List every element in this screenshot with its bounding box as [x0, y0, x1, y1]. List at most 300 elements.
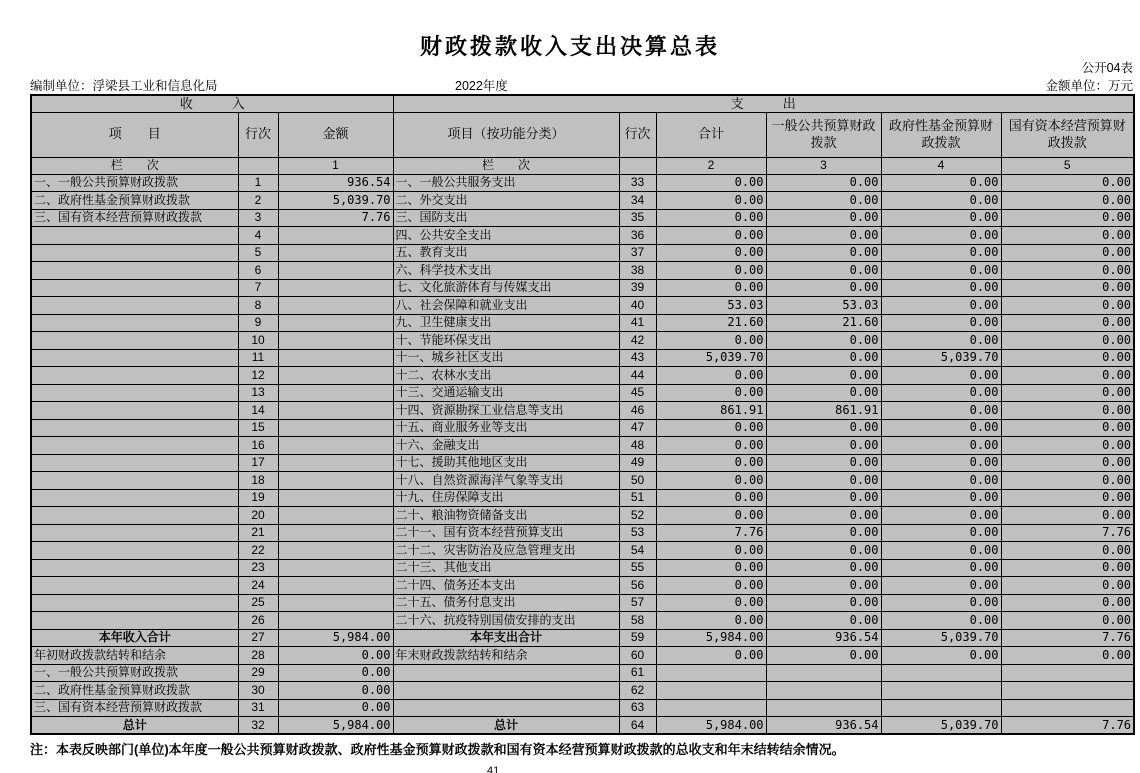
income-amount-cell: 5,984.00 — [278, 629, 393, 647]
expense-gov-fund-cell: 0.00 — [881, 559, 1001, 577]
table-row — [31, 332, 1134, 350]
table-row — [31, 664, 1134, 682]
table-row — [31, 262, 1134, 280]
column-number-1: 1 — [278, 157, 393, 174]
expense-total-cell: 7.76 — [656, 524, 766, 542]
income-item-cell — [31, 279, 238, 297]
income-section-header: 收 入 — [31, 95, 393, 112]
expense-state-capital-cell: 0.00 — [1001, 419, 1134, 437]
table-row — [31, 419, 1134, 437]
expense-line-cell: 52 — [619, 507, 656, 525]
income-item-cell — [31, 349, 238, 367]
income-item-cell — [31, 612, 238, 630]
expense-total-cell: 0.00 — [656, 192, 766, 210]
expense-general-budget-cell: 0.00 — [766, 227, 881, 245]
income-line-cell: 14 — [238, 402, 278, 420]
income-amount-cell — [278, 472, 393, 490]
column-header-row — [31, 112, 1134, 157]
income-line-cell: 11 — [238, 349, 278, 367]
expense-item-cell: 十四、资源勘探工业信息等支出 — [393, 402, 619, 420]
expense-gov-fund-cell — [881, 699, 1001, 717]
expense-state-capital-cell: 0.00 — [1001, 472, 1134, 490]
expense-line-cell: 58 — [619, 612, 656, 630]
expense-state-capital-cell — [1001, 682, 1134, 700]
expense-general-budget-cell: 0.00 — [766, 419, 881, 437]
table-code-label: 公开04表 — [1081, 61, 1133, 75]
expense-item-cell: 十九、住房保障支出 — [393, 489, 619, 507]
income-amount-cell: 0.00 — [278, 647, 393, 665]
expense-total-cell: 0.00 — [656, 647, 766, 665]
expense-general-budget-cell: 0.00 — [766, 367, 881, 385]
expense-item-cell: 五、教育支出 — [393, 244, 619, 262]
expense-state-capital-cell: 0.00 — [1001, 174, 1134, 192]
income-amount-cell: 0.00 — [278, 699, 393, 717]
expense-general-budget-cell: 21.60 — [766, 314, 881, 332]
income-line-cell: 31 — [238, 699, 278, 717]
expense-item-cell: 十五、商业服务业等支出 — [393, 419, 619, 437]
expense-item-cell: 二、外交支出 — [393, 192, 619, 210]
income-item-cell — [31, 594, 238, 612]
expense-general-budget-cell: 0.00 — [766, 384, 881, 402]
expense-line-cell: 45 — [619, 384, 656, 402]
expense-state-capital-cell: 0.00 — [1001, 542, 1134, 560]
expense-gov-fund-cell: 0.00 — [881, 454, 1001, 472]
expense-general-budget-cell: 0.00 — [766, 174, 881, 192]
table-row — [31, 384, 1134, 402]
income-item-cell — [31, 577, 238, 595]
income-item-cell: 一、一般公共预算财政拨款 — [31, 664, 238, 682]
column-number-4: 4 — [881, 157, 1001, 174]
expense-item-cell: 二十一、国有资本经营预算支出 — [393, 524, 619, 542]
expense-line-cell: 39 — [619, 279, 656, 297]
table-row — [31, 489, 1134, 507]
expense-state-capital-cell: 0.00 — [1001, 489, 1134, 507]
expense-gov-fund-cell: 0.00 — [881, 209, 1001, 227]
income-amount-cell — [278, 402, 393, 420]
column-number-3: 3 — [766, 157, 881, 174]
expense-total-cell — [656, 664, 766, 682]
income-line-cell: 9 — [238, 314, 278, 332]
expense-state-capital-cell: 0.00 — [1001, 367, 1134, 385]
expense-general-budget-cell: 861.91 — [766, 402, 881, 420]
income-item-cell — [31, 507, 238, 525]
expense-gov-fund-cell: 0.00 — [881, 227, 1001, 245]
table-row — [31, 524, 1134, 542]
expense-item-cell: 二十、粮油物资储备支出 — [393, 507, 619, 525]
income-line-cell: 1 — [238, 174, 278, 192]
expense-item-cell — [393, 664, 619, 682]
income-item-cell — [31, 227, 238, 245]
table-row — [31, 227, 1134, 245]
income-amount-cell — [278, 594, 393, 612]
expense-gov-fund-cell: 0.00 — [881, 244, 1001, 262]
expense-general-budget-cell: 0.00 — [766, 647, 881, 665]
expense-line-cell: 62 — [619, 682, 656, 700]
expense-section-header: 支 出 — [393, 95, 1134, 112]
expense-line-cell: 64 — [619, 717, 656, 735]
income-item-cell — [31, 524, 238, 542]
income-item-cell — [31, 454, 238, 472]
income-line-cell: 27 — [238, 629, 278, 647]
expense-item-cell: 一、一般公共服务支出 — [393, 174, 619, 192]
expense-item-cell: 十三、交通运输支出 — [393, 384, 619, 402]
expense-line-cell: 57 — [619, 594, 656, 612]
expense-item-cell: 十八、自然资源海洋气象等支出 — [393, 472, 619, 490]
table-row — [31, 542, 1134, 560]
income-amount-cell — [278, 314, 393, 332]
amount-unit-label: 金额单位：万元 — [1045, 79, 1133, 93]
expense-general-budget-cell: 53.03 — [766, 297, 881, 315]
expense-total-cell: 0.00 — [656, 454, 766, 472]
expense-gov-fund-cell: 0.00 — [881, 524, 1001, 542]
expense-state-capital-cell: 0.00 — [1001, 454, 1134, 472]
table-row — [31, 507, 1134, 525]
expense-general-budget-cell: 0.00 — [766, 524, 881, 542]
expense-lanci-label: 栏 次 — [393, 157, 619, 174]
expense-state-capital-cell: 7.76 — [1001, 717, 1134, 735]
expense-line-cell: 47 — [619, 419, 656, 437]
table-row — [31, 297, 1134, 315]
expense-general-budget-cell: 936.54 — [766, 629, 881, 647]
expense-general-budget-cell: 0.00 — [766, 594, 881, 612]
income-item-cell — [31, 542, 238, 560]
expense-state-capital-cell: 0.00 — [1001, 192, 1134, 210]
expense-line-cell: 49 — [619, 454, 656, 472]
expense-item-cell — [393, 699, 619, 717]
expense-item-cell: 总计 — [393, 717, 619, 735]
expense-general-budget-cell: 0.00 — [766, 192, 881, 210]
table-row — [31, 682, 1134, 700]
income-amount-cell — [278, 507, 393, 525]
expense-line-cell: 41 — [619, 314, 656, 332]
section-header-row — [31, 95, 1134, 112]
expense-line-blank — [619, 157, 656, 174]
table-row — [31, 174, 1134, 192]
income-item-cell: 年初财政拨款结转和结余 — [31, 647, 238, 665]
expense-gov-fund-cell: 5,039.70 — [881, 349, 1001, 367]
expense-state-capital-cell: 0.00 — [1001, 647, 1134, 665]
expense-total-cell: 0.00 — [656, 332, 766, 350]
expense-total-cell: 0.00 — [656, 209, 766, 227]
income-amount-cell — [278, 227, 393, 245]
expense-line-cell: 42 — [619, 332, 656, 350]
income-line-cell: 15 — [238, 419, 278, 437]
income-line-cell: 17 — [238, 454, 278, 472]
page-title: 财政拨款收入支出决算总表 — [419, 34, 720, 59]
table-row — [31, 559, 1134, 577]
income-line-cell: 2 — [238, 192, 278, 210]
expense-line-cell: 48 — [619, 437, 656, 455]
income-item-cell: 本年收入合计 — [31, 629, 238, 647]
income-line-cell: 30 — [238, 682, 278, 700]
income-item-cell — [31, 489, 238, 507]
expense-total-cell — [656, 699, 766, 717]
expense-line-cell: 40 — [619, 297, 656, 315]
table-row — [31, 209, 1134, 227]
expense-general-budget-cell: 0.00 — [766, 542, 881, 560]
expense-item-cell: 十一、城乡社区支出 — [393, 349, 619, 367]
table-row — [31, 717, 1134, 735]
income-amount-cell — [278, 384, 393, 402]
expense-total-cell: 0.00 — [656, 262, 766, 280]
income-line-cell: 28 — [238, 647, 278, 665]
expense-line-cell: 54 — [619, 542, 656, 560]
expense-general-budget-cell: 0.00 — [766, 437, 881, 455]
expense-item-cell: 八、社会保障和就业支出 — [393, 297, 619, 315]
table-row — [31, 314, 1134, 332]
expense-line-cell: 37 — [619, 244, 656, 262]
expense-state-capital-cell: 0.00 — [1001, 594, 1134, 612]
expense-general-budget-cell: 0.00 — [766, 244, 881, 262]
income-item-cell: 二、政府性基金预算财政拨款 — [31, 192, 238, 210]
table-row — [31, 244, 1134, 262]
table-row — [31, 279, 1134, 297]
table-row — [31, 472, 1134, 490]
expense-line-header: 行次 — [619, 112, 656, 157]
expense-line-cell: 50 — [619, 472, 656, 490]
expense-state-capital-cell: 0.00 — [1001, 384, 1134, 402]
expense-state-capital-cell: 0.00 — [1001, 402, 1134, 420]
expense-state-capital-cell — [1001, 664, 1134, 682]
table-row — [31, 454, 1134, 472]
income-amount-cell — [278, 437, 393, 455]
table-row — [31, 349, 1134, 367]
income-amount-cell — [278, 489, 393, 507]
expense-state-capital-cell: 0.00 — [1001, 349, 1134, 367]
expense-general-budget-cell: 0.00 — [766, 489, 881, 507]
table-note: 注：本表反映部门(单位)本年度一般公共预算财政拨款、政府性基金预算财政拨款和国有资本经营预算财政拨款的总收支和年末结转结余情况。 — [30, 742, 845, 757]
table-row — [31, 629, 1134, 647]
income-line-cell: 16 — [238, 437, 278, 455]
table-row — [31, 647, 1134, 665]
expense-line-cell: 55 — [619, 559, 656, 577]
expense-line-cell: 35 — [619, 209, 656, 227]
expense-total-cell: 5,984.00 — [656, 717, 766, 735]
income-lanci-label: 栏 次 — [31, 157, 238, 174]
expense-general-budget-cell: 0.00 — [766, 209, 881, 227]
income-amount-cell — [278, 332, 393, 350]
expense-total-cell: 0.00 — [656, 507, 766, 525]
expense-state-capital-cell: 0.00 — [1001, 297, 1134, 315]
income-line-cell: 29 — [238, 664, 278, 682]
expense-general-budget-cell: 0.00 — [766, 262, 881, 280]
expense-item-cell: 年末财政拨款结转和结余 — [393, 647, 619, 665]
income-amount-cell — [278, 577, 393, 595]
expense-state-capital-cell: 0.00 — [1001, 507, 1134, 525]
expense-item-cell: 二十二、灾害防治及应急管理支出 — [393, 542, 619, 560]
income-item-cell — [31, 402, 238, 420]
income-line-cell: 20 — [238, 507, 278, 525]
expense-gov-fund-cell: 5,039.70 — [881, 717, 1001, 735]
table-row — [31, 577, 1134, 595]
expense-gov-fund-cell: 0.00 — [881, 262, 1001, 280]
gov-fund-header: 政府性基金预算财政拨款 — [881, 112, 1001, 157]
expense-state-capital-cell: 0.00 — [1001, 559, 1134, 577]
income-line-cell: 13 — [238, 384, 278, 402]
column-number-5: 5 — [1001, 157, 1134, 174]
income-item-cell — [31, 472, 238, 490]
income-item-cell — [31, 332, 238, 350]
income-line-cell: 19 — [238, 489, 278, 507]
expense-total-cell: 0.00 — [656, 174, 766, 192]
expense-line-cell: 33 — [619, 174, 656, 192]
expense-total-header: 合计 — [656, 112, 766, 157]
expense-gov-fund-cell: 0.00 — [881, 332, 1001, 350]
income-item-cell — [31, 297, 238, 315]
expense-total-cell: 0.00 — [656, 594, 766, 612]
prepared-by-label: 编制单位：浮梁县工业和信息化局 — [30, 79, 218, 93]
expense-state-capital-cell: 0.00 — [1001, 612, 1134, 630]
expense-state-capital-cell: 0.00 — [1001, 332, 1134, 350]
column-number-row — [31, 157, 1134, 174]
income-line-cell: 26 — [238, 612, 278, 630]
income-item-cell: 总计 — [31, 717, 238, 735]
expense-gov-fund-cell — [881, 664, 1001, 682]
income-line-cell: 3 — [238, 209, 278, 227]
income-item-cell — [31, 367, 238, 385]
expense-general-budget-cell — [766, 699, 881, 717]
expense-state-capital-cell: 7.76 — [1001, 629, 1134, 647]
income-amount-cell — [278, 454, 393, 472]
expense-state-capital-cell: 7.76 — [1001, 524, 1134, 542]
income-item-cell — [31, 262, 238, 280]
expense-line-cell: 59 — [619, 629, 656, 647]
expense-gov-fund-cell: 5,039.70 — [881, 629, 1001, 647]
expense-general-budget-cell — [766, 664, 881, 682]
expense-line-cell: 60 — [619, 647, 656, 665]
expense-gov-fund-cell: 0.00 — [881, 419, 1001, 437]
income-amount-cell — [278, 367, 393, 385]
income-line-cell: 7 — [238, 279, 278, 297]
expense-line-cell: 44 — [619, 367, 656, 385]
income-item-header: 项 目 — [31, 112, 238, 157]
income-item-cell — [31, 419, 238, 437]
expense-line-cell: 46 — [619, 402, 656, 420]
expense-total-cell: 0.00 — [656, 279, 766, 297]
expense-gov-fund-cell: 0.00 — [881, 507, 1001, 525]
expense-item-cell: 二十四、债务还本支出 — [393, 577, 619, 595]
expense-item-header: 项目（按功能分类） — [393, 112, 619, 157]
expense-line-cell: 38 — [619, 262, 656, 280]
income-item-cell — [31, 384, 238, 402]
fiscal-year-label: 2022年度 — [455, 79, 508, 93]
income-amount-cell — [278, 559, 393, 577]
income-amount-cell — [278, 349, 393, 367]
expense-gov-fund-cell: 0.00 — [881, 489, 1001, 507]
expense-line-cell: 61 — [619, 664, 656, 682]
income-item-cell: 三、国有资本经营预算财政拨款 — [31, 209, 238, 227]
table-row — [31, 367, 1134, 385]
expense-gov-fund-cell — [881, 682, 1001, 700]
income-line-cell: 24 — [238, 577, 278, 595]
expense-general-budget-cell: 0.00 — [766, 559, 881, 577]
expense-line-cell: 51 — [619, 489, 656, 507]
expense-gov-fund-cell: 0.00 — [881, 367, 1001, 385]
expense-gov-fund-cell: 0.00 — [881, 612, 1001, 630]
expense-item-cell: 三、国防支出 — [393, 209, 619, 227]
income-item-cell — [31, 244, 238, 262]
expense-total-cell: 0.00 — [656, 367, 766, 385]
expense-gov-fund-cell: 0.00 — [881, 402, 1001, 420]
expense-total-cell: 0.00 — [656, 244, 766, 262]
income-line-cell: 22 — [238, 542, 278, 560]
expense-general-budget-cell: 0.00 — [766, 332, 881, 350]
expense-state-capital-cell: 0.00 — [1001, 209, 1134, 227]
income-line-cell: 4 — [238, 227, 278, 245]
expense-item-cell: 六、科学技术支出 — [393, 262, 619, 280]
table-row — [31, 192, 1134, 210]
expense-gov-fund-cell: 0.00 — [881, 279, 1001, 297]
expense-item-cell: 十七、援助其他地区支出 — [393, 454, 619, 472]
expense-total-cell: 0.00 — [656, 542, 766, 560]
expense-gov-fund-cell: 0.00 — [881, 384, 1001, 402]
income-line-cell: 10 — [238, 332, 278, 350]
expense-item-cell: 二十三、其他支出 — [393, 559, 619, 577]
income-amount-cell: 5,039.70 — [278, 192, 393, 210]
expense-gov-fund-cell: 0.00 — [881, 472, 1001, 490]
expense-total-cell: 0.00 — [656, 437, 766, 455]
expense-item-cell: 二十六、抗疫特别国债安排的支出 — [393, 612, 619, 630]
table-row — [31, 612, 1134, 630]
income-line-header: 行次 — [238, 112, 278, 157]
expense-item-cell: 十、节能环保支出 — [393, 332, 619, 350]
state-capital-header: 国有资本经营预算财政拨款 — [1001, 112, 1134, 157]
table-row — [31, 594, 1134, 612]
expense-line-cell: 34 — [619, 192, 656, 210]
expense-general-budget-cell: 0.00 — [766, 577, 881, 595]
expense-total-cell — [656, 682, 766, 700]
income-line-cell: 6 — [238, 262, 278, 280]
expense-gov-fund-cell: 0.00 — [881, 577, 1001, 595]
expense-general-budget-cell: 0.00 — [766, 612, 881, 630]
expense-total-cell: 53.03 — [656, 297, 766, 315]
expense-line-cell: 63 — [619, 699, 656, 717]
income-line-cell: 12 — [238, 367, 278, 385]
expense-total-cell: 0.00 — [656, 559, 766, 577]
expense-total-cell: 0.00 — [656, 227, 766, 245]
expense-total-cell: 861.91 — [656, 402, 766, 420]
income-item-cell: 一、一般公共预算财政拨款 — [31, 174, 238, 192]
expense-line-cell: 56 — [619, 577, 656, 595]
expense-state-capital-cell — [1001, 699, 1134, 717]
expense-general-budget-cell: 0.00 — [766, 454, 881, 472]
income-line-blank — [238, 157, 278, 174]
column-number-2: 2 — [656, 157, 766, 174]
income-amount-cell — [278, 244, 393, 262]
income-item-cell: 三、国有资本经营预算财政拨款 — [31, 699, 238, 717]
expense-total-cell: 0.00 — [656, 384, 766, 402]
expense-total-cell: 0.00 — [656, 472, 766, 490]
income-item-cell — [31, 559, 238, 577]
expense-general-budget-cell — [766, 682, 881, 700]
income-line-cell: 5 — [238, 244, 278, 262]
income-amount-cell: 5,984.00 — [278, 717, 393, 735]
expense-item-cell: 十二、农林水支出 — [393, 367, 619, 385]
expense-item-cell: 二十五、债务付息支出 — [393, 594, 619, 612]
expense-item-cell — [393, 682, 619, 700]
income-amount-cell — [278, 612, 393, 630]
income-amount-cell — [278, 297, 393, 315]
expense-item-cell: 九、卫生健康支出 — [393, 314, 619, 332]
expense-total-cell: 0.00 — [656, 489, 766, 507]
expense-line-cell: 53 — [619, 524, 656, 542]
expense-item-cell: 本年支出合计 — [393, 629, 619, 647]
expense-line-cell: 36 — [619, 227, 656, 245]
table-row — [31, 437, 1134, 455]
income-amount-cell — [278, 542, 393, 560]
expense-total-cell: 0.00 — [656, 577, 766, 595]
expense-gov-fund-cell: 0.00 — [881, 192, 1001, 210]
